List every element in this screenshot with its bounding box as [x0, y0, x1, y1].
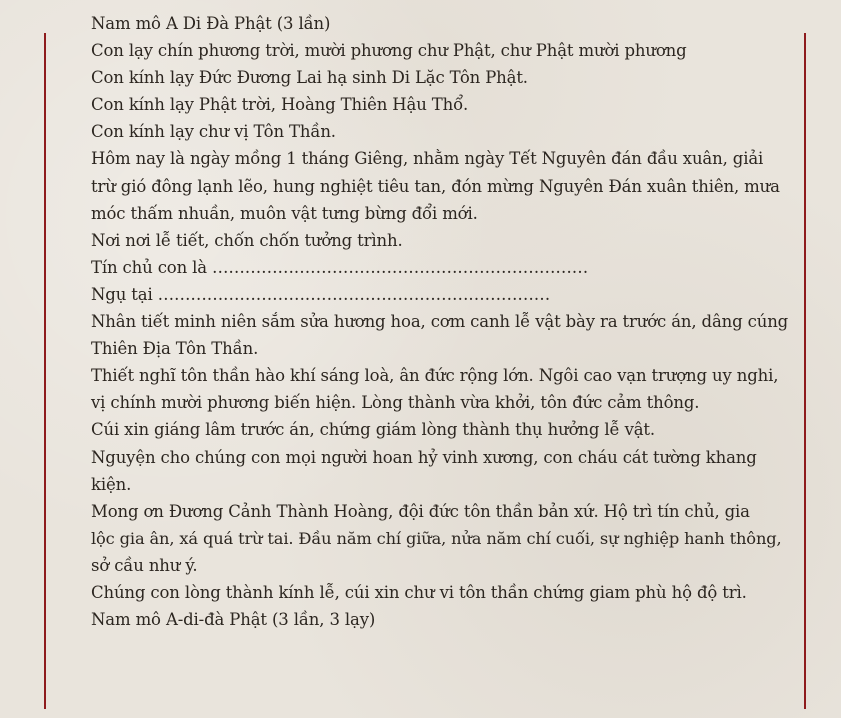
address-line: Ngụ tại ……………………………………………………………… [91, 284, 551, 304]
prayer-line: Hôm nay là ngày mồng 1 tháng Giêng, nhằm ngày Tết Nguyên đán đầu xuân, giải [91, 149, 764, 169]
devotee-name-line: Tín chủ con là …………………………………………………………… [91, 257, 589, 277]
prayer-line: Nam mô A Di Đà Phật (3 lần) [91, 14, 331, 33]
prayer-line: Con lạy chín phương trời, mười phương chư Phật, chư Phật mười phương [91, 41, 687, 61]
prayer-line: Con kính lạy Phật trời, Hoàng Thiên Hậu Thổ. [91, 95, 469, 115]
prayer-line: Thiết nghĩ tôn thần hào khí sáng loà, ân đức rộng lớn. Ngôi cao vạn trượng uy nghi, [91, 366, 779, 386]
prayer-line: Mong ơn Đương Cảnh Thành Hoàng, đội đức tôn thần bản xứ. Hộ trì tín chủ, gia [91, 501, 750, 521]
prayer-line: Thiên Địa Tôn Thần. [91, 339, 259, 359]
prayer-line: lộc gia ân, xá quá trừ tai. Đầu năm chí giữa, nửa năm chí cuối, sự nghiệp hanh thông, [91, 528, 782, 548]
left-border-rule [44, 33, 46, 709]
prayer-line: Nơi nơi lễ tiết, chốn chốn tưởng trình. [91, 230, 403, 250]
prayer-line: Nguyện cho chúng con mọi người hoan hỷ vinh xương, con cháu cát tường khang [91, 447, 757, 467]
prayer-line: Cúi xin giáng lâm trước án, chứng giám lòng thành thụ hưởng lễ vật. [91, 420, 656, 440]
prayer-text [91, 10, 791, 633]
prayer-line: trừ gió đông lạnh lẽo, hung nghiệt tiêu tan, đón mừng Nguyên Đán xuân thiên, mưa [91, 176, 780, 196]
prayer-line: kiện. [91, 474, 132, 494]
prayer-line: Chúng con lòng thành kính lễ, cúi xin chư vi tôn thần chứng giam phù hộ độ trì. [91, 582, 747, 602]
prayer-line: Nam mô A-di-đà Phật (3 lần, 3 lạy) [91, 610, 376, 630]
prayer-line: sở cầu như ý. [91, 555, 198, 575]
prayer-line: Con kính lạy chư vị Tôn Thần. [91, 122, 336, 142]
prayer-line: vị chính mười phương biến hiện. Lòng thành vừa khởi, tôn đức cảm thông. [91, 393, 700, 413]
prayer-line: móc thấm nhuần, muôn vật tưng bừng đổi mới. [91, 203, 478, 223]
prayer-line: Con kính lạy Đức Đương Lai hạ sinh Di Lặc Tôn Phật. [91, 68, 528, 88]
right-border-rule [804, 33, 806, 709]
prayer-line: Nhân tiết minh niên sắm sửa hương hoa, cơm canh lễ vật bày ra trước án, dâng cúng [91, 312, 789, 332]
